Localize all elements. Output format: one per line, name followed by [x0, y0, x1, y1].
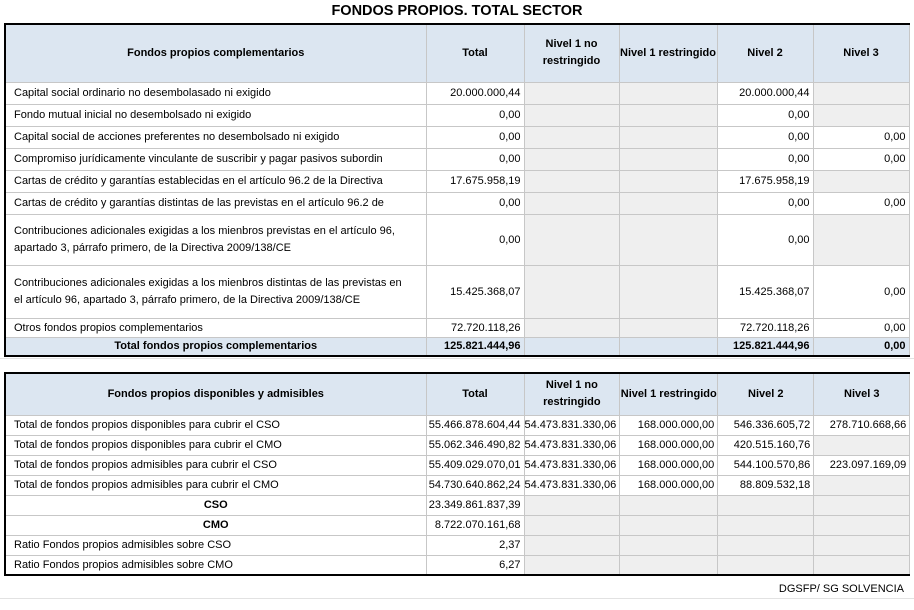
table-row: [5, 495, 910, 515]
cell-value: 54.473.831.330,06: [524, 415, 620, 435]
total-nivel2: 125.821.444,96: [717, 337, 813, 356]
row-label: Fondo mutual inicial no desembolsado ni exigido: [5, 104, 426, 126]
cell-value: [620, 535, 718, 555]
cell-value: 223.097.169,09: [814, 455, 910, 475]
cell-value: [814, 515, 910, 535]
row-label: Total de fondos propios admisibles para cubrir el CSO: [5, 455, 426, 475]
cell-value: [813, 82, 909, 104]
cell-value: [718, 515, 814, 535]
cell-value: 8.722.070.161,68: [426, 515, 524, 535]
cell-value: 15.425.368,07: [717, 265, 813, 318]
table-row: [5, 318, 909, 337]
cell-value: 168.000.000,00: [620, 435, 718, 455]
cell-value: [524, 148, 619, 170]
cell-value: [619, 318, 717, 337]
table-header-row: [5, 373, 910, 415]
cell-value: [619, 214, 717, 265]
table-row: [5, 455, 910, 475]
cell-value: 420.515.160,76: [718, 435, 814, 455]
cell-value: 0,00: [717, 104, 813, 126]
cell-value: 20.000.000,44: [426, 82, 524, 104]
cell-value: [814, 495, 910, 515]
cell-value: 0,00: [813, 318, 909, 337]
table-row: [5, 265, 909, 318]
table-row: [5, 415, 910, 435]
complementary-own-funds-table: [4, 23, 910, 357]
cell-value: [718, 535, 814, 555]
cell-value: [814, 435, 910, 455]
row-label: CSO: [5, 495, 426, 515]
col-header-nivel3: Nivel 3: [813, 24, 909, 82]
total-nivel1-restringido: [619, 337, 717, 356]
cell-value: 0,00: [426, 148, 524, 170]
table-row: [5, 104, 909, 126]
cell-value: [813, 214, 909, 265]
cell-value: [718, 555, 814, 575]
cell-value: [524, 555, 620, 575]
cell-value: [813, 104, 909, 126]
cell-value: 88.809.532,18: [718, 475, 814, 495]
col-header-total: Total: [426, 24, 524, 82]
cell-value: 0,00: [426, 104, 524, 126]
col-header-nivel3: Nivel 3: [814, 373, 910, 415]
cell-value: [524, 192, 619, 214]
cell-value: 54.473.831.330,06: [524, 455, 620, 475]
cell-value: [619, 148, 717, 170]
cell-value: [524, 535, 620, 555]
cell-value: 0,00: [813, 148, 909, 170]
cell-value: 15.425.368,07: [426, 265, 524, 318]
total-label: Total fondos propios complementarios: [5, 337, 426, 356]
cell-value: [813, 170, 909, 192]
cell-value: 17.675.958,19: [426, 170, 524, 192]
cell-value: 72.720.118,26: [717, 318, 813, 337]
available-eligible-own-funds-table: [4, 372, 910, 576]
cell-value: 278.710.668,66: [814, 415, 910, 435]
cell-value: [619, 170, 717, 192]
cell-value: 6,27: [426, 555, 524, 575]
cell-value: [524, 104, 619, 126]
table-row: [5, 192, 909, 214]
cell-value: 0,00: [813, 265, 909, 318]
col-header-nivel1-no-restringido: Nivel 1 no restringido: [524, 373, 620, 415]
cell-value: [524, 515, 620, 535]
col-header-nivel1-no-restringido: Nivel 1 no restringido: [524, 24, 619, 82]
table-header-row: [5, 24, 909, 82]
total-value: 125.821.444,96: [426, 337, 524, 356]
cell-value: [524, 265, 619, 318]
cell-value: 0,00: [426, 192, 524, 214]
cell-value: 0,00: [717, 148, 813, 170]
cell-value: 544.100.570,86: [718, 455, 814, 475]
col-header-nivel1-restringido: Nivel 1 restringido: [620, 373, 718, 415]
cell-value: [524, 170, 619, 192]
cell-value: [524, 318, 619, 337]
cell-value: 55.409.029.070,01: [426, 455, 524, 475]
cell-value: [814, 535, 910, 555]
cell-value: [620, 495, 718, 515]
table-row: [5, 82, 909, 104]
footer-source: DGSFP/ SG SOLVENCIA: [778, 583, 904, 595]
row-label: Total de fondos propios disponibles para cubrir el CMO: [5, 435, 426, 455]
cell-value: 54.473.831.330,06: [524, 435, 620, 455]
cell-value: 0,00: [717, 214, 813, 265]
row-label: Total de fondos propios admisibles para cubrir el CMO: [5, 475, 426, 495]
row-label: Ratio Fondos propios admisibles sobre CMO: [5, 555, 426, 575]
cell-value: 0,00: [813, 126, 909, 148]
col-header-nivel2: Nivel 2: [718, 373, 814, 415]
cell-value: [620, 555, 718, 575]
table-row: [5, 435, 910, 455]
row-label: Compromiso jurídicamente vinculante de suscribir y pagar pasivos subordin: [5, 148, 426, 170]
cell-value: 2,37: [426, 535, 524, 555]
col-header-nivel2: Nivel 2: [717, 24, 813, 82]
table-row: [5, 475, 910, 495]
table-row: [5, 126, 909, 148]
cell-value: 168.000.000,00: [620, 455, 718, 475]
row-label: Capital social ordinario no desembolasado ni exigido: [5, 82, 426, 104]
col-header-concept: Fondos propios disponibles y admisibles: [5, 373, 426, 415]
row-label: Contribuciones adicionales exigidas a los mienbros previstas en el artículo 96, apartado 3, párrafo primero, de la Directiva 2009/138/CE: [5, 214, 426, 265]
row-label: Capital social de acciones preferentes no desembolsado ni exigido: [5, 126, 426, 148]
cell-value: 0,00: [717, 192, 813, 214]
row-label: CMO: [5, 515, 426, 535]
table-row: [5, 214, 909, 265]
cell-value: 55.466.878.604,44: [426, 415, 524, 435]
cell-value: 0,00: [426, 214, 524, 265]
total-row: [5, 337, 909, 356]
cell-value: 54.730.640.862,24: [426, 475, 524, 495]
col-header-total: Total: [426, 373, 524, 415]
total-nivel1-no-restringido: [524, 337, 619, 356]
cell-value: 20.000.000,44: [717, 82, 813, 104]
cell-value: [524, 82, 619, 104]
table-row: [5, 148, 909, 170]
cell-value: 546.336.605,72: [718, 415, 814, 435]
col-header-concept: Fondos propios complementarios: [5, 24, 426, 82]
table-row: [5, 555, 910, 575]
cell-value: [620, 515, 718, 535]
cell-value: [718, 495, 814, 515]
table-row: [5, 535, 910, 555]
cell-value: [524, 126, 619, 148]
cell-value: [619, 126, 717, 148]
col-header-nivel1-restringido: Nivel 1 restringido: [619, 24, 717, 82]
cell-value: 54.473.831.330,06: [524, 475, 620, 495]
cell-value: 0,00: [717, 126, 813, 148]
cell-value: 0,00: [813, 192, 909, 214]
row-label: Ratio Fondos propios admisibles sobre CSO: [5, 535, 426, 555]
cell-value: 72.720.118,26: [426, 318, 524, 337]
cell-value: [524, 214, 619, 265]
cell-value: 168.000.000,00: [620, 475, 718, 495]
cell-value: [619, 104, 717, 126]
cell-value: [619, 192, 717, 214]
cell-value: [814, 475, 910, 495]
page-title: FONDOS PROPIOS. TOTAL SECTOR: [331, 3, 583, 19]
cell-value: 17.675.958,19: [717, 170, 813, 192]
cell-value: [524, 495, 620, 515]
total-nivel3: 0,00: [813, 337, 909, 356]
cell-value: 23.349.861.837,39: [426, 495, 524, 515]
table-row: [5, 515, 910, 535]
row-label: Total de fondos propios disponibles para cubrir el CSO: [5, 415, 426, 435]
cell-value: 168.000.000,00: [620, 415, 718, 435]
cell-value: [619, 265, 717, 318]
cell-value: [619, 82, 717, 104]
row-label: Cartas de crédito y garantías distintas de las previstas en el artículo 96.2 de: [5, 192, 426, 214]
row-label: Contribuciones adicionales exigidas a los mienbros distintas de las previstas en el artículo 96, apartado 3, párrafo primero, de la Directiva 2009/138/CE: [5, 265, 426, 318]
table-row: [5, 170, 909, 192]
cell-value: [814, 555, 910, 575]
row-label: Cartas de crédito y garantías establecidas en el artículo 96.2 de la Directiva: [5, 170, 426, 192]
cell-value: 55.062.346.490,82: [426, 435, 524, 455]
row-label: Otros fondos propios complementarios: [5, 318, 426, 337]
cell-value: 0,00: [426, 126, 524, 148]
